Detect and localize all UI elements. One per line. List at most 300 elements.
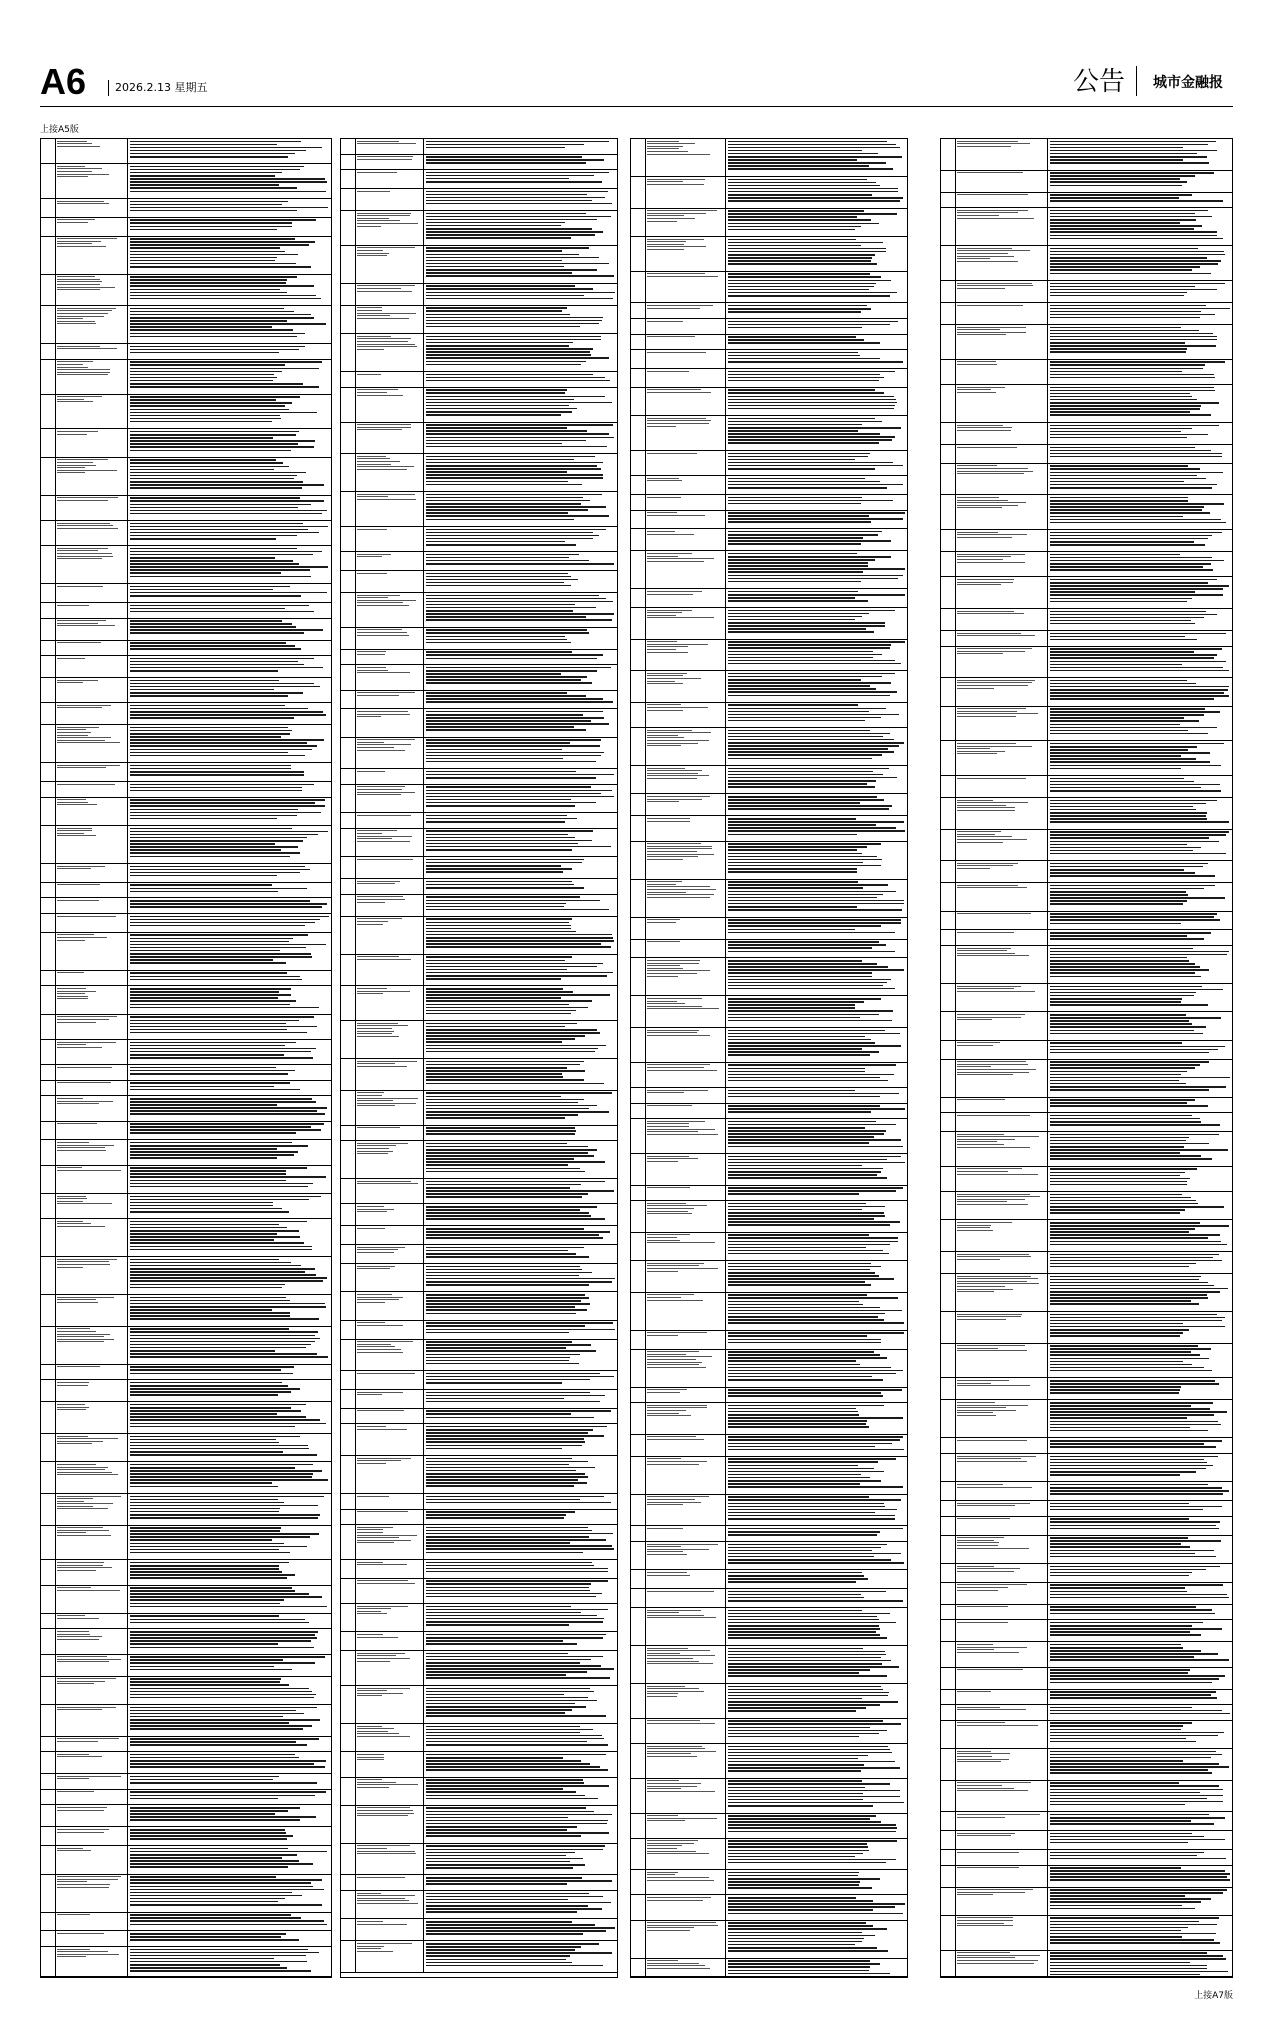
row-number-cell — [631, 495, 646, 510]
text-line — [57, 900, 99, 901]
text-line — [130, 229, 277, 231]
text-line — [426, 1108, 589, 1110]
text-line — [357, 1100, 393, 1101]
text-line — [130, 346, 305, 348]
text-line — [728, 1827, 897, 1829]
text-line — [357, 141, 399, 142]
detail-cell — [128, 1380, 331, 1401]
row-number-cell — [341, 1919, 356, 1940]
text-line — [357, 395, 403, 396]
text-line — [1050, 1386, 1181, 1388]
text-line — [426, 723, 609, 725]
name-cell — [355, 1245, 424, 1263]
text-line — [130, 431, 299, 433]
text-line — [130, 1744, 307, 1746]
row-number-cell — [631, 1684, 646, 1718]
row-number-cell — [631, 640, 646, 671]
text-line — [426, 1158, 574, 1160]
text-line — [1050, 1587, 1185, 1589]
text-line — [728, 1483, 860, 1485]
text-line — [57, 525, 113, 526]
text-line — [728, 972, 872, 974]
text-line — [647, 941, 680, 942]
text-line — [728, 1266, 881, 1268]
text-line — [130, 1054, 284, 1056]
text-line — [357, 1344, 391, 1345]
table-row — [631, 1331, 907, 1350]
text-line — [426, 222, 565, 224]
row-number-cell — [41, 898, 56, 913]
text-line — [357, 456, 386, 457]
text-line — [357, 1653, 405, 1654]
detail-cell — [424, 1390, 617, 1408]
text-line — [130, 1416, 306, 1418]
text-line — [957, 556, 1011, 557]
row-number-cell — [41, 521, 56, 545]
text-line — [1050, 222, 1180, 224]
text-line — [130, 144, 277, 146]
text-line — [957, 1571, 1014, 1572]
text-line — [426, 1297, 589, 1299]
text-line — [1050, 1320, 1222, 1322]
text-line — [1050, 431, 1181, 433]
text-line — [647, 453, 697, 454]
detail-cell — [128, 986, 331, 1013]
text-line — [1050, 1468, 1206, 1470]
text-line — [57, 1683, 94, 1684]
text-line — [647, 897, 710, 898]
text-line — [357, 1496, 389, 1497]
text-line — [647, 531, 675, 532]
text-line — [57, 287, 115, 288]
table-row — [41, 1586, 331, 1614]
table-row — [631, 816, 907, 841]
name-cell — [55, 1560, 128, 1584]
name-cell — [645, 1814, 726, 1838]
text-line — [728, 1224, 890, 1226]
text-line — [728, 641, 905, 643]
row-number-cell — [941, 883, 956, 910]
text-line — [728, 1221, 900, 1223]
text-line — [647, 478, 679, 479]
text-line — [426, 585, 571, 587]
table-row — [41, 798, 331, 826]
text-line — [647, 960, 700, 961]
table-row — [941, 1132, 1232, 1167]
text-line — [728, 1130, 886, 1132]
name-cell — [55, 1065, 128, 1080]
row-number-cell — [41, 1219, 56, 1256]
table-row — [941, 1951, 1232, 1977]
detail-cell — [128, 678, 331, 702]
text-line — [57, 1101, 113, 1102]
text-line — [130, 1835, 293, 1837]
text-line — [426, 1893, 589, 1895]
text-line — [357, 595, 400, 596]
text-line — [728, 257, 872, 259]
text-line — [130, 799, 325, 801]
table-row — [631, 1403, 907, 1435]
table-row — [41, 1614, 331, 1630]
text-line — [57, 1709, 102, 1710]
text-line — [1050, 992, 1196, 994]
text-line — [426, 1161, 605, 1163]
detail-cell — [128, 1015, 331, 1039]
row-number-cell — [341, 738, 356, 769]
text-line — [426, 1485, 574, 1487]
text-line — [426, 1212, 589, 1214]
table-row — [941, 193, 1232, 209]
text-line — [426, 598, 606, 600]
text-line — [728, 1465, 858, 1467]
text-line — [1050, 1942, 1220, 1944]
text-line — [728, 1736, 859, 1738]
text-line — [357, 632, 407, 633]
text-line — [728, 1628, 880, 1630]
text-line — [1050, 1115, 1192, 1117]
text-line — [1050, 228, 1194, 230]
text-line — [1050, 1814, 1209, 1816]
name-cell — [645, 958, 726, 995]
text-line — [728, 1637, 887, 1639]
text-line — [57, 1949, 90, 1950]
text-line — [1050, 425, 1219, 427]
text-line — [1050, 800, 1217, 802]
name-cell — [645, 1744, 726, 1778]
text-line — [426, 1533, 613, 1535]
text-line — [728, 531, 882, 533]
text-line — [728, 1133, 884, 1135]
text-line — [728, 245, 861, 247]
detail-cell — [424, 955, 617, 986]
table-row — [941, 1517, 1232, 1536]
text-line — [357, 747, 394, 748]
detail-cell — [424, 1891, 617, 1918]
name-cell — [645, 1088, 726, 1103]
text-line — [130, 1728, 303, 1730]
detail-cell — [726, 1088, 907, 1103]
text-line — [426, 1530, 592, 1532]
text-line — [426, 295, 584, 297]
row-number-cell — [941, 609, 956, 630]
table-row — [631, 1293, 907, 1331]
text-line — [426, 673, 561, 675]
text-line — [130, 711, 323, 713]
text-line — [357, 1779, 382, 1780]
text-line — [1050, 850, 1193, 852]
text-line — [357, 1661, 390, 1662]
text-line — [426, 1045, 606, 1047]
text-line — [1050, 787, 1201, 789]
text-line — [426, 576, 571, 578]
text-line — [130, 1514, 320, 1516]
text-line — [1050, 402, 1219, 404]
text-line — [728, 906, 857, 908]
name-cell — [645, 350, 726, 368]
text-line — [426, 1325, 585, 1327]
detail-cell — [424, 1560, 617, 1578]
text-line — [57, 1778, 89, 1779]
text-line — [957, 953, 1015, 954]
detail-cell — [128, 306, 331, 343]
text-line — [728, 1821, 881, 1823]
table-row — [941, 360, 1232, 385]
name-cell — [55, 1219, 128, 1256]
text-line — [1050, 1231, 1189, 1233]
table-row — [341, 246, 617, 284]
text-line — [728, 456, 868, 458]
text-line — [426, 1300, 581, 1302]
text-line — [426, 1398, 564, 1400]
text-line — [57, 1259, 117, 1260]
row-number-cell — [341, 334, 356, 371]
text-line — [130, 1795, 315, 1797]
table-row — [41, 678, 331, 703]
name-cell — [955, 912, 1048, 930]
text-line — [957, 1407, 1006, 1408]
text-line — [728, 500, 893, 502]
text-line — [728, 1875, 858, 1877]
text-line — [426, 1653, 568, 1655]
text-line — [130, 141, 301, 143]
text-line — [57, 1016, 117, 1017]
text-line — [357, 573, 387, 574]
detail-cell — [1048, 208, 1232, 245]
text-line — [357, 1754, 384, 1755]
detail-cell — [1048, 530, 1232, 551]
text-line — [426, 1322, 613, 1324]
text-line — [130, 1599, 284, 1601]
text-line — [130, 1766, 325, 1768]
text-line — [647, 480, 682, 481]
text-line — [426, 1943, 599, 1945]
row-number-cell — [41, 584, 56, 602]
text-line — [426, 1354, 580, 1356]
text-line — [728, 396, 894, 398]
name-cell — [645, 177, 726, 208]
text-line — [728, 380, 879, 382]
text-line — [957, 865, 1013, 866]
text-line — [57, 620, 106, 621]
text-line — [957, 1917, 1013, 1918]
text-line — [57, 174, 109, 175]
text-line — [357, 1268, 390, 1269]
table-row — [631, 476, 907, 495]
detail-cell — [1048, 1482, 1232, 1500]
name-cell — [55, 237, 128, 274]
text-line — [728, 1534, 877, 1536]
text-line — [728, 188, 898, 190]
name-cell — [645, 1839, 726, 1870]
text-line — [426, 1133, 575, 1135]
text-line — [1050, 210, 1208, 212]
table-row — [341, 1724, 617, 1752]
text-line — [357, 1325, 403, 1326]
name-cell — [355, 1941, 424, 1972]
text-line — [728, 1486, 903, 1488]
text-line — [426, 1309, 587, 1311]
text-line — [957, 1548, 1029, 1549]
detail-cell — [1048, 707, 1232, 741]
row-number-cell — [941, 325, 956, 359]
text-line — [728, 1218, 874, 1220]
text-line — [728, 336, 856, 338]
text-line — [728, 165, 869, 167]
detail-cell — [1048, 1501, 1232, 1516]
detail-cell — [424, 813, 617, 828]
table-row — [41, 521, 331, 546]
text-line — [426, 1149, 597, 1151]
text-line — [647, 1528, 683, 1529]
text-line — [1050, 1741, 1196, 1743]
text-line — [1050, 1653, 1218, 1655]
text-line — [130, 592, 327, 594]
text-line — [57, 830, 92, 831]
text-line — [1050, 818, 1207, 820]
text-line — [957, 1345, 1025, 1346]
table-row — [41, 344, 331, 360]
text-line — [426, 1788, 563, 1790]
text-line — [647, 1853, 709, 1854]
name-cell — [645, 416, 726, 450]
text-line — [1050, 153, 1197, 155]
text-line — [957, 283, 1032, 284]
text-line — [1050, 1345, 1198, 1347]
table-row — [631, 1261, 907, 1293]
table-row — [631, 1608, 907, 1646]
table-row — [41, 306, 331, 344]
text-line — [57, 1464, 96, 1465]
row-number-cell — [941, 1642, 956, 1666]
text-line — [647, 1364, 699, 1365]
text-line — [357, 1535, 417, 1536]
text-line — [57, 1829, 109, 1830]
detail-cell — [128, 1140, 331, 1164]
table-row — [341, 986, 617, 1021]
text-line — [130, 1032, 307, 1034]
text-line — [357, 458, 390, 459]
row-number-cell — [631, 728, 646, 765]
text-line — [130, 469, 274, 471]
text-line — [426, 494, 602, 496]
text-line — [130, 1643, 278, 1645]
name-cell — [355, 334, 424, 371]
name-cell — [55, 164, 128, 198]
text-line — [426, 1350, 596, 1352]
text-line — [647, 1187, 690, 1188]
continued-from-note: 上接A5版 — [40, 125, 79, 135]
text-line — [357, 1181, 411, 1182]
row-number-cell — [941, 530, 956, 551]
text-line — [130, 1385, 288, 1387]
text-line — [647, 973, 697, 974]
text-line — [1050, 257, 1207, 259]
text-line — [130, 260, 275, 262]
text-line — [357, 1851, 415, 1852]
text-line — [957, 1171, 1008, 1172]
text-line — [57, 219, 95, 220]
text-line — [1050, 809, 1196, 811]
row-number-cell — [941, 1041, 956, 1059]
text-line — [728, 405, 895, 407]
text-line — [57, 281, 102, 282]
row-number-cell — [631, 1542, 646, 1569]
name-cell — [955, 1605, 1048, 1620]
text-line — [957, 1894, 993, 1895]
text-line — [728, 1322, 904, 1324]
table-row — [341, 769, 617, 785]
text-line — [647, 534, 694, 535]
text-line — [426, 1023, 577, 1025]
text-line — [130, 1082, 290, 1084]
text-line — [728, 884, 888, 886]
text-line — [357, 1845, 410, 1846]
text-line — [728, 1436, 903, 1438]
text-line — [426, 1496, 604, 1498]
detail-cell — [726, 1435, 907, 1456]
text-line — [426, 1061, 584, 1063]
text-line — [1050, 1958, 1226, 1960]
text-line — [426, 509, 588, 511]
name-cell — [645, 511, 726, 529]
text-line — [130, 705, 285, 707]
text-line — [130, 554, 313, 556]
text-line — [426, 969, 567, 971]
text-line — [728, 1944, 855, 1946]
text-line — [957, 839, 1027, 840]
table-row — [341, 1875, 617, 1891]
text-line — [130, 263, 296, 265]
row-number-cell — [41, 1947, 56, 1976]
text-line — [957, 1222, 1012, 1223]
text-line — [130, 730, 292, 732]
text-line — [647, 210, 717, 211]
text-line — [728, 1030, 885, 1032]
text-line — [957, 1383, 991, 1384]
text-line — [728, 289, 869, 291]
text-line — [426, 1849, 603, 1851]
text-line — [130, 1647, 314, 1649]
detail-cell — [128, 458, 331, 495]
detail-cell — [726, 1233, 907, 1260]
table-row — [341, 813, 617, 829]
text-line — [1050, 1710, 1222, 1712]
text-line — [1050, 812, 1207, 814]
table-row — [341, 1321, 617, 1340]
text-line — [357, 815, 411, 816]
text-line — [728, 556, 891, 558]
text-line — [357, 1613, 387, 1614]
text-line — [130, 1681, 280, 1683]
text-line — [130, 383, 303, 385]
table-row — [341, 1891, 617, 1919]
text-line — [1050, 472, 1223, 474]
text-line — [1050, 1392, 1179, 1394]
table-row — [631, 1457, 907, 1495]
text-line — [1050, 1732, 1224, 1734]
text-line — [1050, 317, 1200, 319]
name-cell — [955, 1866, 1048, 1887]
text-line — [57, 467, 85, 468]
row-number-cell — [341, 1686, 356, 1723]
table-row — [41, 218, 331, 237]
announcement-table — [40, 138, 1233, 1978]
text-line — [1050, 680, 1187, 682]
text-line — [728, 1941, 862, 1943]
text-line — [130, 1151, 298, 1153]
text-line — [1050, 1351, 1191, 1353]
text-line — [1050, 1430, 1208, 1432]
